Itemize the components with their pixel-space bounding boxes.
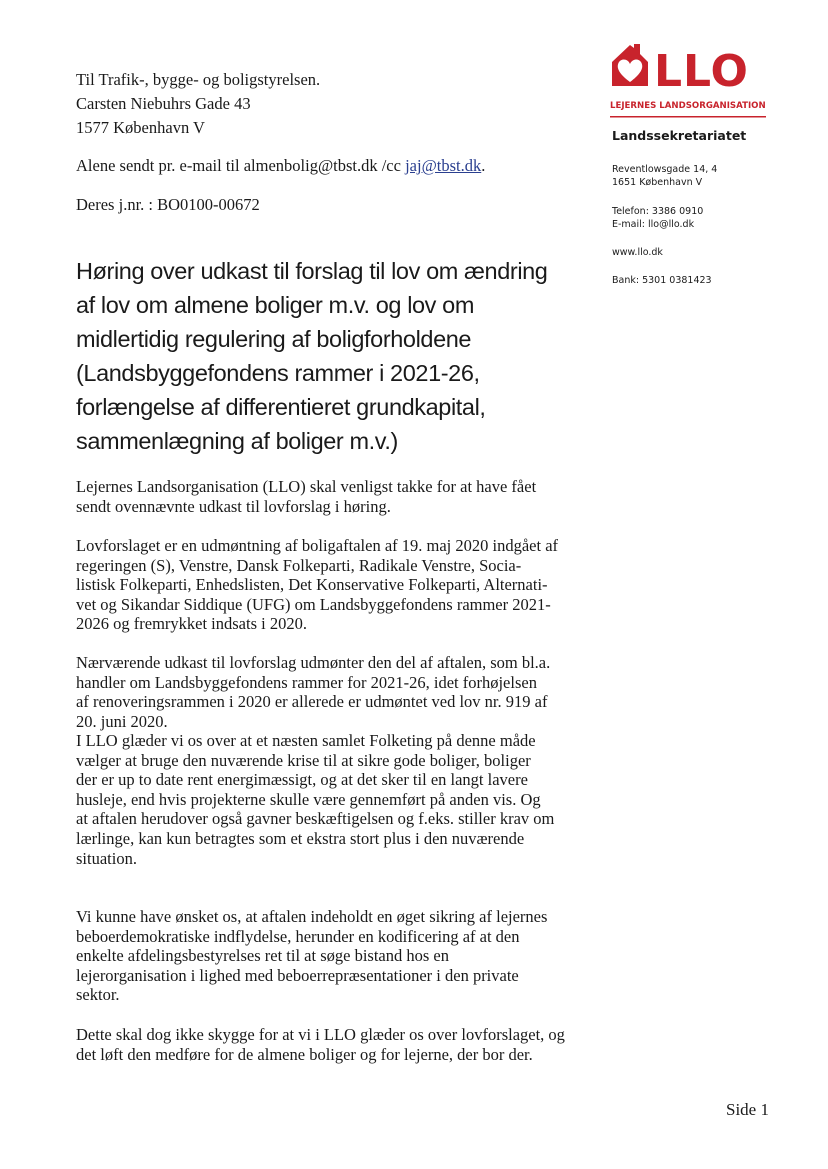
- llo-logo: [610, 42, 766, 122]
- title-line: forlængelse af differentieret grundkapital,: [76, 394, 486, 420]
- title-line: (Landsbyggefondens rammer i 2021-26,: [76, 360, 480, 386]
- paragraph-line: regeringen (S), Venstre, Dansk Folkeparti, Radikale Venstre, Socia-: [76, 555, 522, 575]
- paragraph-line: listisk Folkeparti, Enhedslisten, Det Konservative Folkeparti, Alternati-: [76, 575, 548, 595]
- title-line: Høring over udkast til forslag til lov om ændring: [76, 258, 548, 284]
- paragraph-line: handler om Landsbyggefondens rammer for 2021-26, idet forhøjelsen: [76, 672, 537, 692]
- recipient-line: Til Trafik-, bygge- og boligstyrelsen.: [76, 70, 321, 89]
- sidebar-address: [612, 163, 717, 189]
- paragraph-line: sendt ovennævnte udkast til lovforslag i høring.: [76, 496, 391, 516]
- document-title: [76, 254, 547, 458]
- paragraph-line: situation.: [76, 848, 137, 868]
- paragraph-line: 2026 og fremrykket indsats i 2020.: [76, 614, 307, 634]
- sent-prefix: Alene sendt pr. e-mail til almenbolig@tbst.dk /cc: [76, 156, 406, 175]
- paragraph-line: af renoveringsrammen i 2020 er allerede er udmøntet ved lov nr. 919 af: [76, 692, 548, 712]
- paragraph-line: sektor.: [76, 985, 120, 1005]
- cc-email-link[interactable]: jaj@tbst.dk: [405, 156, 482, 175]
- sidebar-bank: Bank: 5301 0381423: [612, 275, 712, 286]
- paragraph-line: beboerdemokratiske indflydelse, herunder en kodificering af at den: [76, 926, 520, 946]
- reference-number: Deres j.nr. : BO0100-00672: [76, 195, 260, 214]
- sidebar-phone: Telefon: 3386 0910: [612, 206, 704, 217]
- logo-wordmark: LLO: [654, 46, 749, 97]
- house-heart-icon: [610, 42, 766, 122]
- paragraph: [76, 907, 547, 1005]
- sidebar-address-line: Reventlowsgade 14, 4: [612, 164, 718, 175]
- paragraph-line: vet og Sikandar Siddique (UFG) om Landsbyggefondens rammer 2021-: [76, 594, 551, 614]
- paragraph-line: Nærværende udkast til lovforslag udmønter den del af aftalen, som bl.a.: [76, 653, 551, 672]
- paragraph-line: Vi kunne have ønsket os, at aftalen indeholdt en øget sikring af lejernes: [76, 907, 548, 926]
- recipient-line: Carsten Niebuhrs Gade 43: [76, 94, 251, 113]
- title-line: midlertidig regulering af boligforholdene: [76, 326, 472, 352]
- paragraph-line: lejerorganisation i lighed med beboerrepræsentationer i den private: [76, 965, 519, 985]
- paragraph-line: Lejernes Landsorganisation (LLO) skal venligst takke for at have fået: [76, 477, 537, 496]
- paragraph: [76, 731, 554, 868]
- page-number: Side 1: [726, 1100, 769, 1119]
- paragraph: [76, 477, 536, 516]
- paragraph-line: Dette skal dog ikke skygge for at vi i LLO glæder os over lovforslaget, og: [76, 1025, 565, 1044]
- logo-tagline: LEJERNES LANDSORGANISATION: [610, 101, 766, 111]
- paragraph: [76, 1025, 565, 1064]
- paragraph: [76, 536, 558, 634]
- paragraph-line: at aftalen herudover også gavner beskæftigelsen og f.eks. stiller krav om: [76, 809, 555, 829]
- paragraph-line: der er up to date rent energimæssigt, og at det sker til en langt lavere: [76, 770, 528, 790]
- paragraph-line: lærlinge, kan kun betragtes som et ekstra stort plus i den nuværende: [76, 828, 525, 848]
- paragraph-line: 20. juni 2020.: [76, 711, 168, 731]
- paragraph-line: husleje, end hvis projekterne skulle være gennemført på anden vis. Og: [76, 789, 541, 809]
- paragraph-line: I LLO glæder vi os over at et næsten samlet Folketing på denne måde: [76, 731, 536, 750]
- paragraph: [76, 653, 550, 731]
- title-line: af lov om almene boliger m.v. og lov om: [76, 292, 475, 318]
- sidebar-contact: [612, 205, 703, 231]
- recipient-line: 1577 København V: [76, 118, 205, 137]
- sent-suffix: .: [481, 156, 486, 175]
- sidebar-address-line: 1651 København V: [612, 177, 703, 188]
- title-line: sammenlægning af boliger m.v.): [76, 428, 398, 454]
- sidebar-email[interactable]: E-mail: llo@llo.dk: [612, 219, 695, 230]
- paragraph-line: det løft den medføre for de almene boliger og for lejerne, der bor der.: [76, 1044, 533, 1064]
- sidebar-website[interactable]: www.llo.dk: [612, 247, 663, 258]
- sent-line: [76, 156, 485, 176]
- paragraph-line: Lovforslaget er en udmøntning af boligaftalen af 19. maj 2020 indgået af: [76, 536, 559, 555]
- paragraph-line: enkelte afdelingsbestyrelses ret til at søge bistand hos en: [76, 946, 449, 966]
- paragraph-line: vælger at bruge den nuværende krise til at sikre gode boliger, boliger: [76, 750, 531, 770]
- recipient-address: [76, 68, 320, 140]
- sidebar-heading: Landssekretariatet: [612, 128, 747, 143]
